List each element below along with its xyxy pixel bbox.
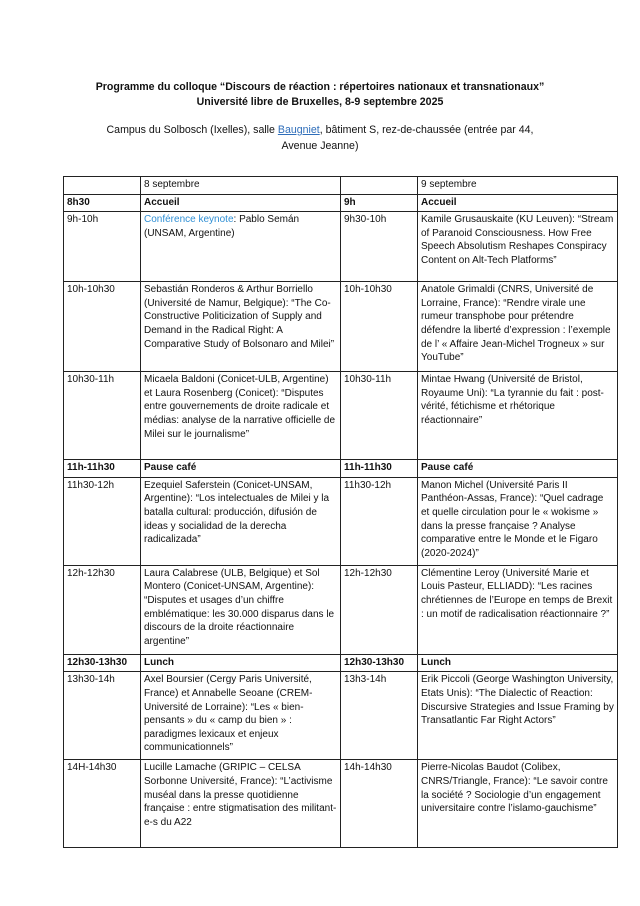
header-empty-1 xyxy=(64,177,141,195)
table-row xyxy=(64,282,618,372)
time-cell-day1: 10h30-11h xyxy=(64,372,141,460)
table-row xyxy=(64,672,618,760)
entry-cell-day1 xyxy=(141,212,341,282)
document-title xyxy=(0,80,640,110)
entry-cell-day1: Lucille Lamache (GRIPIC – CELSA Sorbonne Université, France): “L’activisme muséal dans la presse quotidienne française : entre stigmatisation des militant-e-s du A22 xyxy=(141,760,341,848)
venue-suffix: , bâtiment S, rez-de-chaussée (entrée par 44, Avenue Jeanne) xyxy=(281,124,534,152)
entry-cell-day2: Pierre-Nicolas Baudot (Colibex, CNRS/Triangle, France): “Le savoir contre la société ? Sociologie d’un engagement universitaire contre l’islamo-gauchisme” xyxy=(418,760,618,848)
title-line-1: Programme du colloque “Discours de réaction : répertoires nationaux et transnationaux” xyxy=(95,81,545,93)
time-cell-day2: 11h-11h30 xyxy=(341,460,418,478)
entry-cell-day1: Sebastián Ronderos & Arthur Borriello (Université de Namur, Belgique): “The Co-Constructive Politicization of Supply and Demand in the Radical Right: A Comparative Study of Bolsonaro and Milei” xyxy=(141,282,341,372)
entry-cell-day1: Laura Calabrese (ULB, Belgique) et Sol Montero (Conicet-UNSAM, Argentine): “Disputes et usages d’un chiffre emblématique: les 30.000 disparus dans le discours de la droite réactionnaire argentine” xyxy=(141,565,341,654)
entry-cell-day2: Lunch xyxy=(418,654,618,672)
entry-cell-day1: Micaela Baldoni (Conicet-ULB, Argentine) et Laura Rosenberg (Conicet): “Disputes entre gouvernements de droite radicale et médias: analyse de la narrative officielle de Milei sur le journalisme” xyxy=(141,372,341,460)
time-cell-day2: 12h-12h30 xyxy=(341,565,418,654)
entry-cell-day2: Manon Michel (Université Paris II Panthéon-Assas, France): “Quel cadrage et quelle circulation pour le « wokisme » dans la presse française ? Analyse comparative entre le Monde et le Figaro (2020-2024)” xyxy=(418,477,618,565)
time-cell-day2: 10h30-11h xyxy=(341,372,418,460)
keynote-speaker: : Pablo Semán (UNSAM, Argentine) xyxy=(144,214,300,239)
time-cell-day1: 8h30 xyxy=(64,194,141,212)
table-header-row xyxy=(64,177,618,195)
time-cell-day2: 13h3-14h xyxy=(341,672,418,760)
table-row xyxy=(64,372,618,460)
header-empty-2 xyxy=(341,177,418,195)
time-cell-day1: 13h30-14h xyxy=(64,672,141,760)
time-cell-day2: 9h xyxy=(341,194,418,212)
programme-table xyxy=(63,176,618,848)
day1-header: 8 septembre xyxy=(141,177,341,195)
entry-cell-day2: Accueil xyxy=(418,194,618,212)
table-row xyxy=(64,760,618,848)
venue-line xyxy=(100,122,540,154)
venue-room-link[interactable]: Baugniet xyxy=(277,124,320,136)
venue-prefix: Campus du Solbosch (Ixelles), salle xyxy=(106,124,278,136)
table-row xyxy=(64,460,618,478)
table-row xyxy=(64,212,618,282)
entry-cell-day2: Clémentine Leroy (Université Marie et Louis Pasteur, ELLIADD): “Les racines chrétiennes de l’Europe en temps de Brexit : un motif de radicalisation réactionnaire ?” xyxy=(418,565,618,654)
time-cell-day1: 12h-12h30 xyxy=(64,565,141,654)
entry-cell-day2: Mintae Hwang (Université de Bristol, Royaume Uni): “La tyrannie du fait : post-vérité, fétichisme et rhétorique réactionnaire” xyxy=(418,372,618,460)
entry-cell-day1: Accueil xyxy=(141,194,341,212)
time-cell-day1: 9h-10h xyxy=(64,212,141,282)
entry-cell-day2: Anatole Grimaldi (CNRS, Université de Lorraine, France): “Rendre virale une rumeur transphobe pour prétendre défendre la liberté d’expression : l’exemple de l’ « Affaire Jean-Michel Trogneux » sur YouTube” xyxy=(418,282,618,372)
time-cell-day2: 10h-10h30 xyxy=(341,282,418,372)
time-cell-day2: 9h30-10h xyxy=(341,212,418,282)
time-cell-day1: 10h-10h30 xyxy=(64,282,141,372)
time-cell-day2: 14h-14h30 xyxy=(341,760,418,848)
entry-cell-day1: Lunch xyxy=(141,654,341,672)
time-cell-day1: 11h-11h30 xyxy=(64,460,141,478)
entry-cell-day2: Kamile Grusauskaite (KU Leuven): “Stream of Paranoid Consciousness. How Free Speech Absolutism Reshapes Conspiracy Content on Alt-Tech Platforms” xyxy=(418,212,618,282)
entry-cell-day1: Axel Boursier (Cergy Paris Université, France) et Annabelle Seoane (CREM-Université de Lorraine): “Les « bien-pensants » du « camp du bien » : paradigmes lexicaux et enjeux communicationnels” xyxy=(141,672,341,760)
table-row xyxy=(64,194,618,212)
time-cell-day2: 12h30-13h30 xyxy=(341,654,418,672)
time-cell-day1: 14H-14h30 xyxy=(64,760,141,848)
table-row xyxy=(64,565,618,654)
time-cell-day2: 11h30-12h xyxy=(341,477,418,565)
table-row xyxy=(64,477,618,565)
entry-cell-day2: Pause café xyxy=(418,460,618,478)
entry-cell-day1: Ezequiel Saferstein (Conicet-UNSAM, Argentine): “Los intelectuales de Milei y la batalla cultural: producción, difusión de ideas y socialidad de la derecha radicalizada” xyxy=(141,477,341,565)
keynote-label: Conférence keynote xyxy=(144,214,234,226)
title-line-2: Université libre de Bruxelles, 8-9 septembre 2025 xyxy=(196,96,444,108)
time-cell-day1: 12h30-13h30 xyxy=(64,654,141,672)
day2-header: 9 septembre xyxy=(418,177,618,195)
table-row xyxy=(64,654,618,672)
entry-cell-day1: Pause café xyxy=(141,460,341,478)
time-cell-day1: 11h30-12h xyxy=(64,477,141,565)
entry-cell-day2: Erik Piccoli (George Washington University, Etats Unis): “The Dialectic of Reaction: Discursive Strategies and Issue Framing by Transatlantic Far Right Actors” xyxy=(418,672,618,760)
